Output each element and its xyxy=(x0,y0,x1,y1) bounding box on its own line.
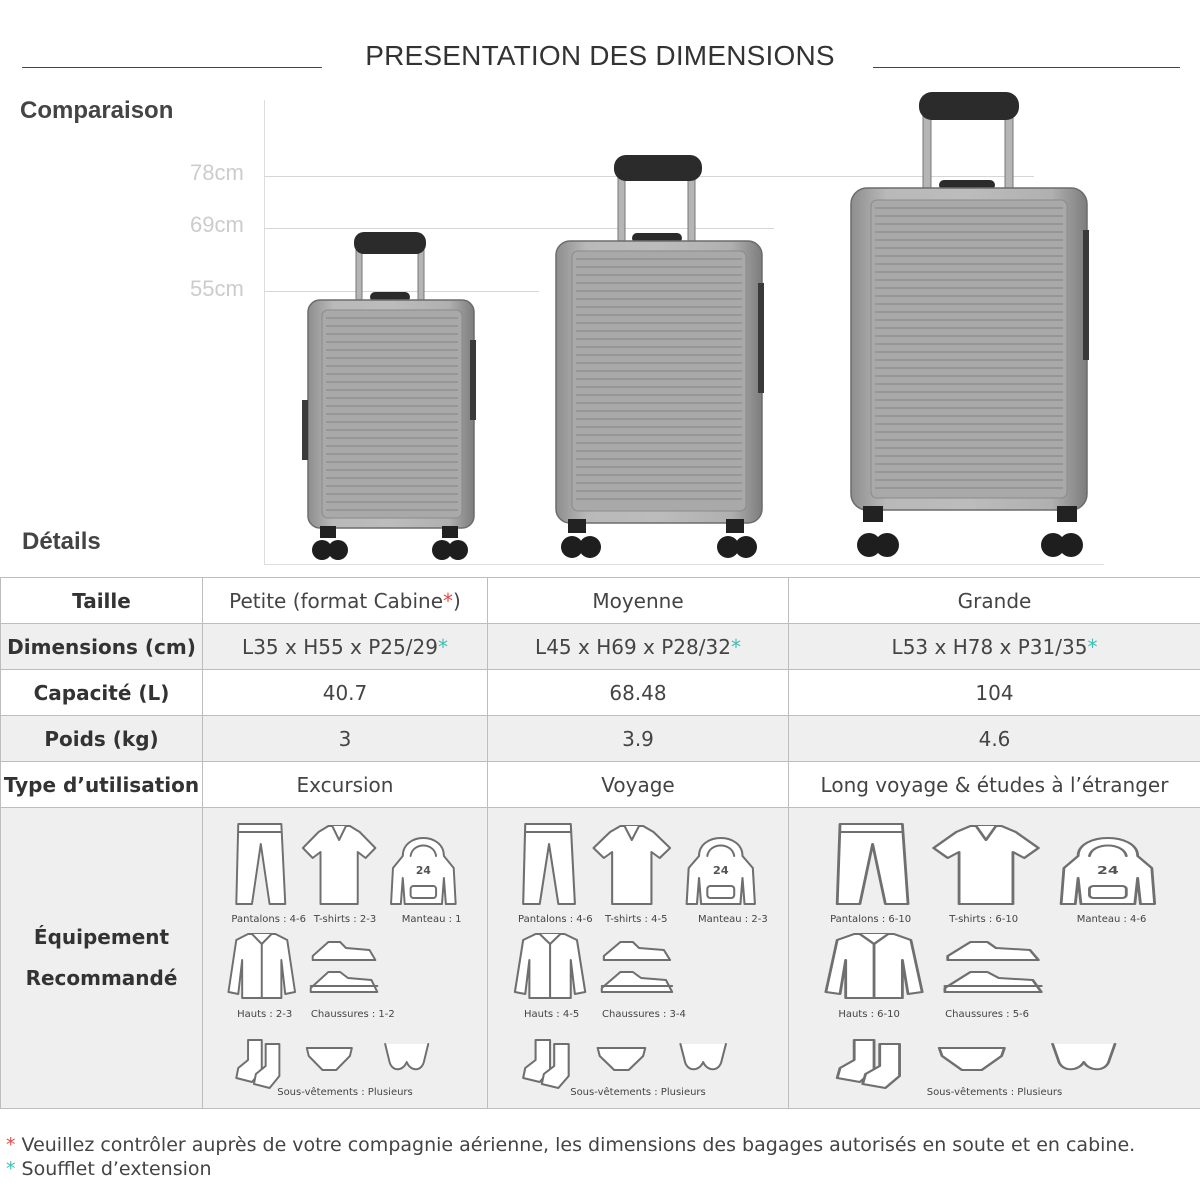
height-label-78: 78cm xyxy=(190,160,244,185)
usage-large: Long voyage & études à l’étranger xyxy=(789,762,1200,808)
pants-icon xyxy=(236,824,285,904)
dimensions-small: L35 x H55 x P25/29* xyxy=(203,624,488,670)
hoodie-number: 24 xyxy=(712,864,729,877)
pants-icon xyxy=(523,824,575,904)
height-label-55: 55cm xyxy=(190,276,244,301)
equipment-header-line2: Recommandé xyxy=(25,966,178,990)
row-header-usage: Type d’utilisation xyxy=(1,762,203,808)
caption-coat: Manteau : 2-3 xyxy=(698,914,768,925)
tshirt-icon xyxy=(303,826,375,904)
caption-coat: Manteau : 1 xyxy=(401,914,462,925)
page-title: PRESENTATION DES DIMENSIONS xyxy=(365,40,835,71)
dimensions-large: L53 x H78 x P31/35* xyxy=(789,624,1200,670)
footnote-2: * Soufflet d’extension xyxy=(6,1158,212,1180)
row-header-capacity: Capacité (L) xyxy=(1,670,203,716)
row-header-weight: Poids (kg) xyxy=(1,716,203,762)
caption-shoes: Chaussures : 3-4 xyxy=(602,1009,686,1020)
row-header-dimensions: Dimensions (cm) xyxy=(1,624,203,670)
caption-underwear: Sous-vêtements : Plusieurs xyxy=(277,1087,413,1098)
bra-icon xyxy=(1053,1044,1115,1069)
weight-small: 3 xyxy=(203,716,488,762)
caption-tops: Hauts : 4-5 xyxy=(524,1009,580,1020)
caption-shoes: Chaussures : 1-2 xyxy=(310,1009,395,1020)
caption-tops: Hauts : 6-10 xyxy=(838,1009,900,1020)
caption-tshirts: T-shirts : 6-10 xyxy=(949,914,1019,925)
pants-icon xyxy=(837,824,908,904)
shirt-icon xyxy=(515,934,585,998)
weight-medium: 3.9 xyxy=(488,716,789,762)
equipment-medium xyxy=(488,808,789,1109)
briefs-icon xyxy=(307,1048,352,1070)
briefs-icon xyxy=(598,1048,646,1070)
suitcase-small-image xyxy=(300,230,480,565)
shoes-icon xyxy=(945,942,1041,992)
hoodie-number: 24 xyxy=(415,863,431,878)
dimensions-medium: L45 x H69 x P28/32* xyxy=(488,624,789,670)
caption-underwear: Sous-vêtements : Plusieurs xyxy=(570,1087,706,1098)
size-medium: Moyenne xyxy=(488,578,789,624)
usage-small: Excursion xyxy=(203,762,488,808)
hoodie-number: 24 xyxy=(1097,864,1119,878)
capacity-medium: 68.48 xyxy=(488,670,789,716)
table-row-weight xyxy=(1,716,1200,762)
capacity-small: 40.7 xyxy=(203,670,488,716)
equipment-small xyxy=(203,808,488,1109)
equipment-header-line1: Équipement xyxy=(33,925,170,949)
suitcase-large-image xyxy=(845,90,1097,565)
caption-tshirts: T-shirts : 2-3 xyxy=(313,914,377,925)
size-small: Petite (format Cabine*) xyxy=(203,578,488,624)
specs-table xyxy=(0,577,1200,1109)
table-row-dimensions xyxy=(1,624,1200,670)
table-row-equipment xyxy=(1,808,1200,1109)
caption-pants: Pantalons : 4-6 xyxy=(231,914,306,925)
shoes-icon xyxy=(311,942,378,992)
height-axis xyxy=(264,100,265,565)
row-header-equipment xyxy=(1,808,203,1109)
caption-pants: Pantalons : 4-6 xyxy=(518,914,593,925)
footnote-1: * Veuillez contrôler auprès de votre compagnie aérienne, les dimensions des bagages autorisés en soute et en cabine. xyxy=(6,1134,1136,1156)
caption-tops: Hauts : 2-3 xyxy=(237,1009,293,1020)
caption-coat: Manteau : 4-6 xyxy=(1076,914,1147,925)
briefs-icon xyxy=(939,1048,1004,1070)
tshirt-icon xyxy=(934,826,1039,904)
weight-large: 4.6 xyxy=(789,716,1200,762)
row-header-size: Taille xyxy=(1,578,203,624)
shoes-icon xyxy=(602,942,672,992)
page-header xyxy=(0,38,1200,78)
socks-icon xyxy=(523,1040,569,1088)
caption-shoes: Chaussures : 5-6 xyxy=(945,1009,1030,1020)
comparison-label: Comparaison xyxy=(20,97,174,124)
usage-medium: Voyage xyxy=(488,762,789,808)
table-row-usage xyxy=(1,762,1200,808)
socks-icon xyxy=(837,1040,899,1088)
caption-pants: Pantalons : 6-10 xyxy=(830,914,912,925)
height-label-69: 69cm xyxy=(190,212,244,237)
shirt-icon xyxy=(826,934,922,998)
caption-tshirts: T-shirts : 4-5 xyxy=(605,914,668,925)
tshirt-icon xyxy=(594,826,671,904)
details-label: Détails xyxy=(22,528,101,555)
bra-icon xyxy=(680,1044,726,1069)
socks-icon xyxy=(236,1040,279,1088)
shirt-icon xyxy=(228,934,295,998)
table-row-capacity xyxy=(1,670,1200,716)
size-large: Grande xyxy=(789,578,1200,624)
suitcase-medium-image xyxy=(550,153,770,565)
equipment-large xyxy=(789,808,1200,1109)
table-row-size xyxy=(1,578,1200,624)
bra-icon xyxy=(385,1044,428,1069)
title-rule-right xyxy=(873,67,1180,68)
caption-underwear: Sous-vêtements : Plusieurs xyxy=(926,1087,1063,1098)
capacity-large: 104 xyxy=(789,670,1200,716)
